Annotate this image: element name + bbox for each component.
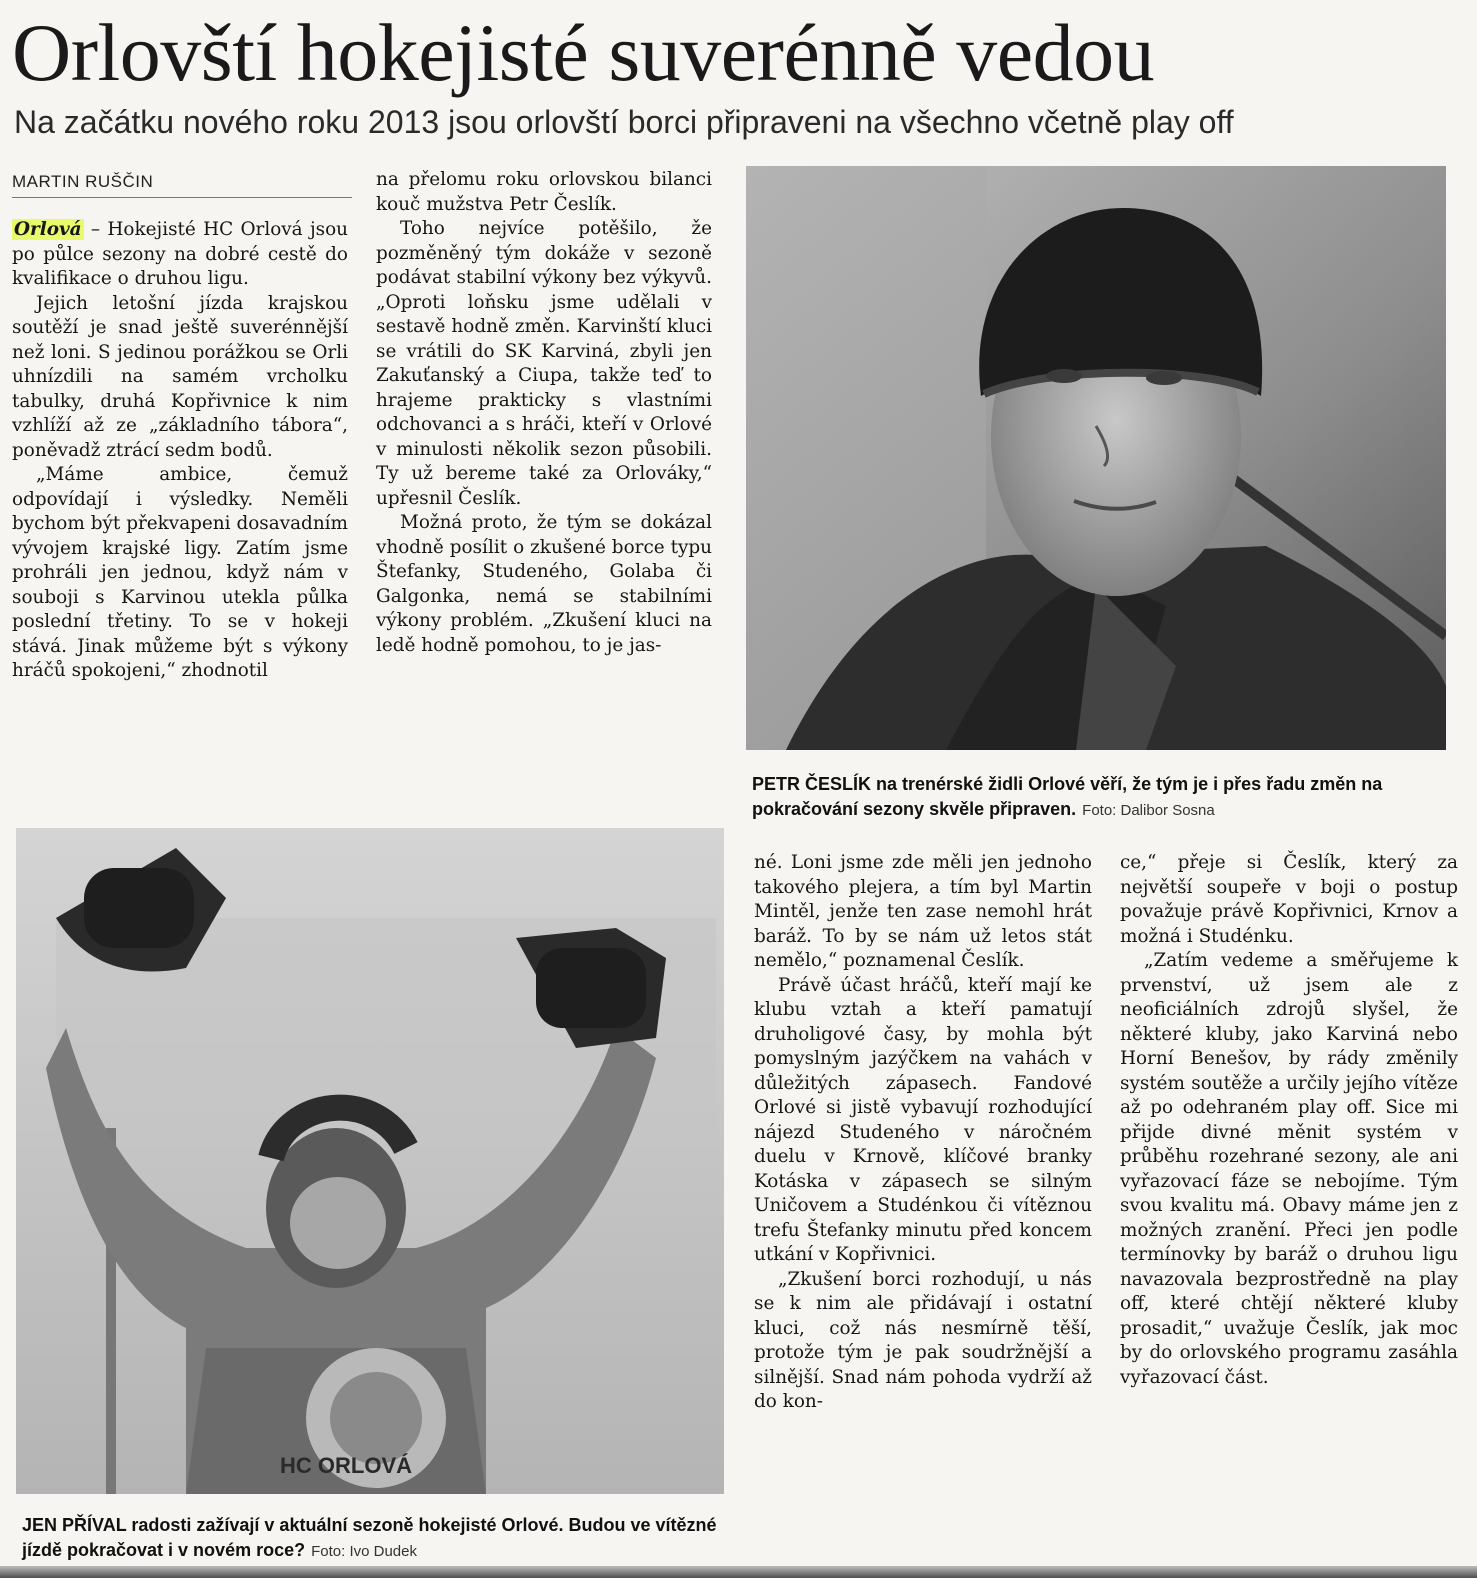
paragraph: Toho nejvíce potěšilo, že pozměněný tým dokáže v sezoně podávat stabilní výkony bez výkyvů. „Oproti loňsku jsme udělali v sestavě hodně změn. Karvinští kluci se vrátili do SK Karviná, zbyli jen Zakuťanský a Ciupa, takže teď to hrajeme prakticky s vlastními odchovanci a s hráči, kteří v Orlové v minulosti několik sezon působili. Ty už bereme také za Orlováky,“ upřesnil Česlík. [376, 218, 712, 509]
text-column-3 [754, 851, 1092, 1415]
paragraph [12, 218, 348, 292]
hockey-player-photo [16, 828, 724, 1494]
paragraph: „Zatím vedeme a směřujeme k prvenství, už jsem ale z neoficiálních zdrojů slyšel, že některé kluby, jako Karviná nebo Horní Benešov, by rády změnily systém soutěže a určily jejího vítěze až po odehraném play off. Sice mi přijde divné měnit systém v průběhu rozehrané sezony, ale ani vyřazovací fáze se nebojíme. Tým svou kvalitu má. Obavy máme jen z možných zranění. Přeci jen podle termínovky by baráž o druhou ligu navazovala bezprostředně na play off, které chtějí některé kluby prosadit,“ uvažuje Česlík, jak moc by do orlovského programu zasáhla vyřazovací část. [1120, 950, 1458, 1388]
dateline: Orlová [14, 219, 82, 240]
paragraph: né. Loni jsme zde měli jen jednoho takového plejera, a tím byl Martin Mintěl, jenže ten zase nemohl hrát baráž. To by se nám už letos stát nemělo,“ poznamenal Česlík. [754, 852, 1092, 971]
article-headline: Orlovští hokejisté suverénně vedou [12, 7, 1155, 98]
jersey-text: HC ORLOVÁ [280, 1453, 412, 1478]
coach-photo [746, 166, 1446, 750]
caption-text: radosti zažívají v aktuální sezoně hokejisté Orlové. Budou ve vítězné jízdě pokračovat i v novém roce? [22, 1515, 717, 1560]
paragraph: na přelomu roku orlovskou bilanci kouč mužstva Petr Česlík. [376, 169, 712, 215]
player-photo-caption [22, 1513, 722, 1564]
caption-name: PETR ČESLÍK [752, 774, 872, 794]
text-column-2 [376, 168, 712, 658]
byline: MARTIN RUŠČIN [12, 170, 352, 198]
paragraph: „Máme ambice, čemuž odpovídají i výsledky. Neměli bychom být překvapeni dosavadním vývojem krajské ligy. Zatím jsme prohráli jen jednou, když nám v souboji s Karvinou utekla půlka poslední třetiny. To se v hokeji stává. Jinak můžeme být s výkony hráčů spokojeni,“ zhodnotil [12, 464, 348, 681]
article-subheadline: Na začátku nového roku 2013 jsou orlovští borci připraveni na všechno včetně play off [14, 104, 1234, 140]
paragraph: Jejich letošní jízda krajskou soutěží je snad ještě suverénnější než loni. S jedinou porážkou se Orli uhnízdili na samém vrcholku tabulky, druhá Kopřivnice k nim vzhlíží až ze „základního tábora“, poněvadž ztrácí sedm bodů. [12, 292, 348, 461]
paragraph: ce,“ přeje si Česlík, který za největší soupeře v boji o postup považuje právě Kopřivnici, Krnov a možná i Studénku. [1120, 852, 1458, 947]
text-column-1 [12, 218, 348, 684]
paragraph-text: – Hokejisté HC Orlová jsou po půlce sezony na dobré cestě do kvalifikace o druhou ligu. [12, 219, 348, 289]
photo-credit: Foto: Ivo Dudek [311, 1543, 417, 1560]
caption-name: JEN PŘÍVAL [22, 1515, 127, 1535]
paragraph: Možná proto, že tým se dokázal vhodně posílit o zkušené borce typu Štefanky, Studeného, Golaba či Galgonka, nemá se stabilními výkony problém. „Zkušení kluci na ledě hodně pomohou, to je jas- [376, 512, 712, 656]
text-column-4 [1120, 851, 1458, 1390]
photo-credit: Foto: Dalibor Sosna [1082, 802, 1215, 819]
paragraph: „Zkušení borci rozhodují, u nás se k nim ale přidávají i ostatní kluci, což nás nesmírně těší, protože tým je pak soudržnější a silnější. Snad nám pohoda vydrží až do kon- [754, 1268, 1092, 1412]
bottom-scan-edge [0, 1566, 1477, 1578]
coach-photo-caption [752, 772, 1452, 823]
caption-text: na trenérské židli Orlové věří, že tým je i přes řadu změn na pokračování sezony skvěle připraven. [752, 774, 1383, 819]
paragraph: Právě účast hráčů, kteří mají ke klubu vztah a kteří pamatují druholigové časy, by mohla být pomyslným jazýčkem na vahách v důležitých zápasech. Fandové Orlové si jistě vybavují rozhodující nájezd Studeného v náročném duelu v Krnově, klíčové branky Kotáska v zápasech se silným Uničovem a Studénkou či vítěznou trefu Štefanky minutu před koncem utkání v Kopřivnici. [754, 974, 1092, 1265]
